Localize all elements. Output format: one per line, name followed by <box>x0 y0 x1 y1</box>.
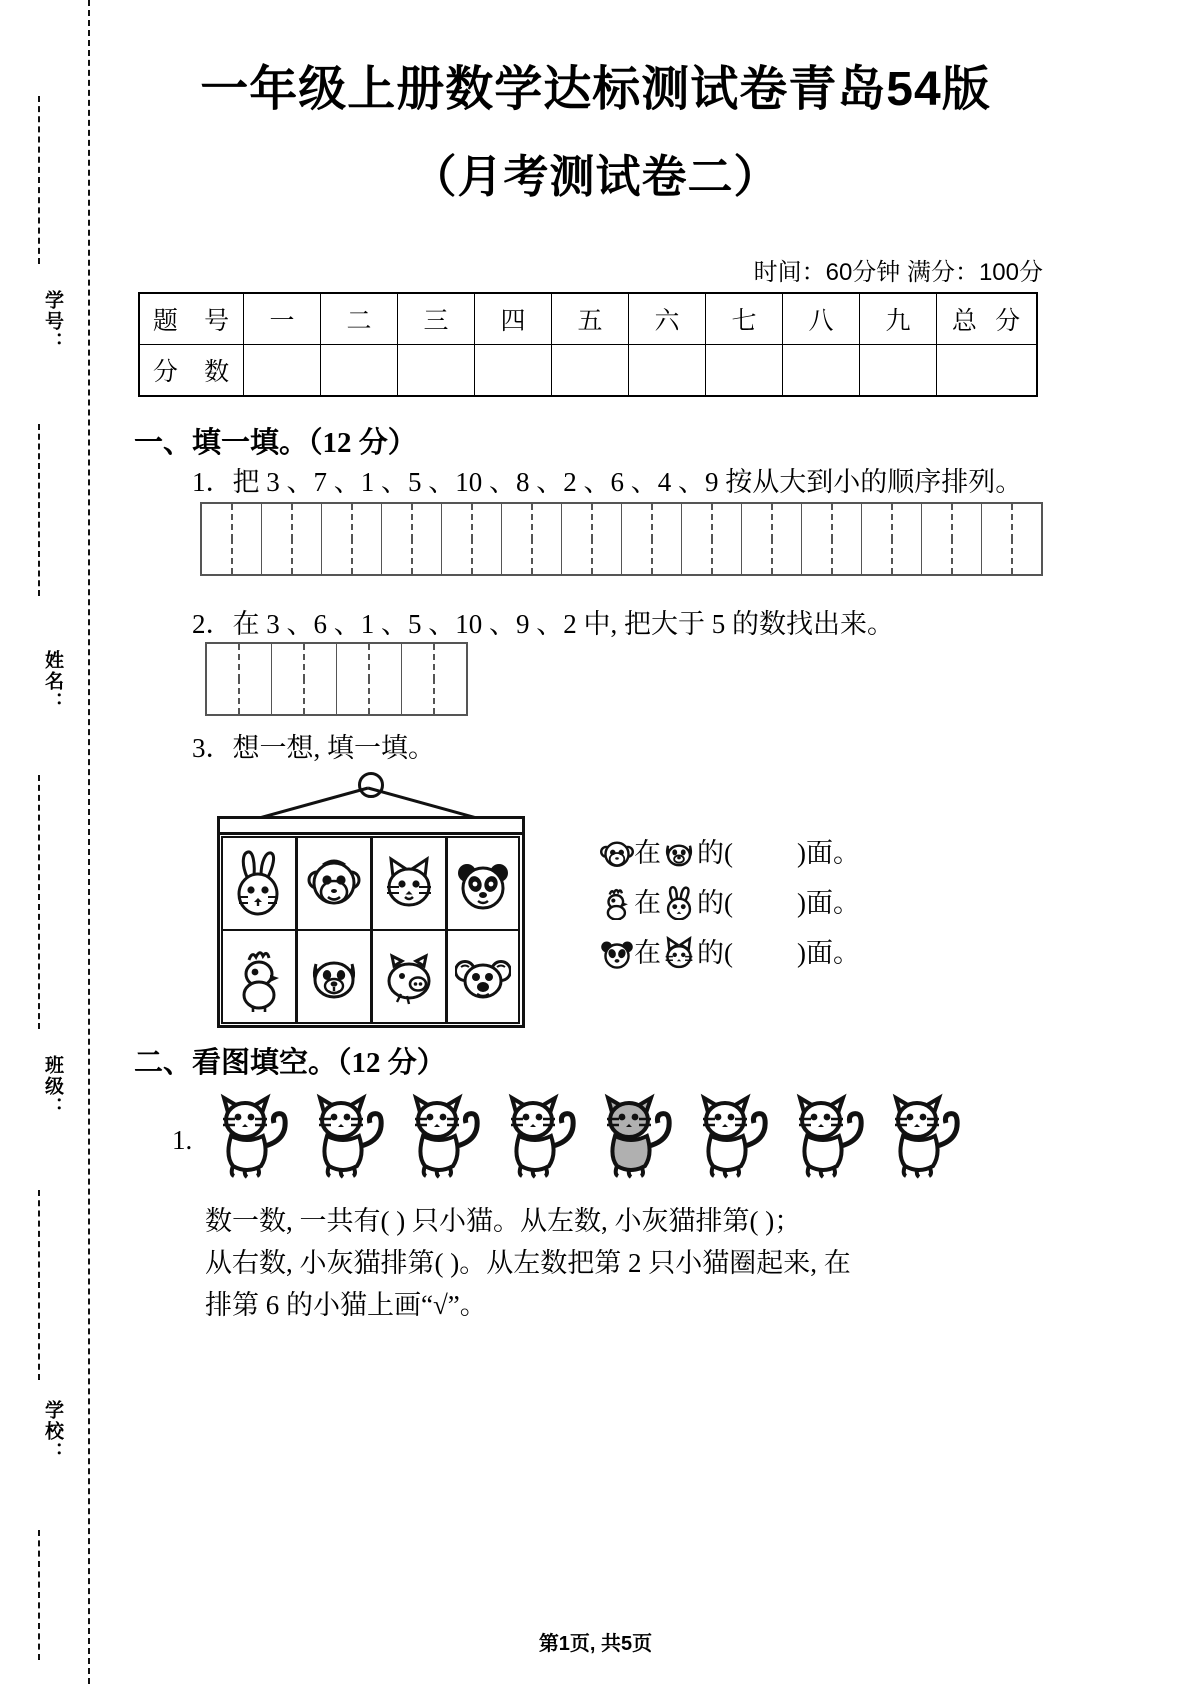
panda-icon <box>455 847 511 921</box>
answer-cell[interactable] <box>442 504 502 540</box>
side-divider-4 <box>38 1190 40 1380</box>
answer-cell[interactable] <box>982 538 1041 574</box>
answer-cell[interactable] <box>402 678 466 714</box>
position-2-de: 的( <box>697 888 733 918</box>
chicken-icon <box>600 886 634 920</box>
answer-cell[interactable] <box>502 538 562 574</box>
position-line-1 <box>600 828 860 878</box>
score-col-8: 八 <box>783 293 860 345</box>
answer-cell[interactable] <box>562 538 622 574</box>
table-row-header <box>139 293 1037 345</box>
score-cell-total[interactable] <box>937 345 1038 397</box>
position-line-2 <box>600 878 860 928</box>
question-2-1-number: 1. <box>172 1125 193 1155</box>
white-cat-figure <box>781 1090 877 1182</box>
answer-cell[interactable] <box>202 504 262 540</box>
dog-icon <box>661 836 697 870</box>
answer-cell[interactable] <box>337 678 402 714</box>
section-1-title: 一、填一填。 <box>134 427 309 459</box>
question-2-1-line2: 从右数, 小灰猫排第( )。从左数把第 2 只小猫圈起来, 在 <box>205 1248 851 1278</box>
section-1-points: （12 分） <box>308 427 417 459</box>
answer-cell[interactable] <box>622 538 682 574</box>
score-col-1: 一 <box>244 293 321 345</box>
answer-cell[interactable] <box>682 538 742 574</box>
chicken-icon <box>231 940 287 1014</box>
answer-cell[interactable] <box>922 538 982 574</box>
gray-cat-figure <box>589 1090 685 1182</box>
position-3-de: 的( <box>697 938 733 968</box>
cabinet-cell-koala <box>446 929 520 1024</box>
cabinet-cell-cat <box>371 836 447 931</box>
position-3-close: )面。 <box>797 938 860 968</box>
rabbit-icon <box>661 886 697 920</box>
animal-cabinet <box>215 772 535 1030</box>
answer-grid-q1-row1[interactable] <box>200 502 1043 542</box>
score-cell-9[interactable] <box>860 345 937 397</box>
panda-icon <box>600 936 634 970</box>
side-label-class: 班级： <box>42 1055 63 1118</box>
answer-cell[interactable] <box>442 538 502 574</box>
score-col-4: 四 <box>475 293 552 345</box>
answer-grid-q2-row1[interactable] <box>205 642 468 682</box>
score-table <box>138 292 1038 397</box>
cat-figure-icon <box>877 1090 973 1182</box>
question-2-1-text <box>205 1200 851 1326</box>
score-cell-8[interactable] <box>783 345 860 397</box>
section-heading-2 <box>134 1040 446 1081</box>
position-1-close: )面。 <box>797 838 860 868</box>
question-1-3-text <box>192 728 435 768</box>
cat-figure-icon <box>493 1090 589 1182</box>
side-divider-3 <box>38 775 40 1029</box>
cat-figure-icon <box>205 1090 301 1182</box>
question-1-2-text <box>192 604 894 644</box>
answer-cell[interactable] <box>262 504 322 540</box>
section-heading-1 <box>134 420 417 461</box>
position-questions <box>600 828 860 978</box>
white-cat-figure <box>397 1090 493 1182</box>
koala-icon <box>455 940 511 1014</box>
answer-cell[interactable] <box>742 504 802 540</box>
score-table-row-label-2: 分 数 <box>139 345 244 397</box>
answer-cell[interactable] <box>202 538 262 574</box>
white-cat-figure <box>685 1090 781 1182</box>
answer-cell[interactable] <box>262 538 322 574</box>
answer-cell[interactable] <box>742 538 802 574</box>
dog-icon <box>306 940 362 1014</box>
section-2-title: 二、看图填空。 <box>134 1047 338 1079</box>
cat-figure-icon <box>301 1090 397 1182</box>
answer-cell[interactable] <box>382 504 442 540</box>
page-subtitle: （月考测试卷二） <box>411 151 780 202</box>
binding-dashed-line <box>88 0 90 1684</box>
question-2-1-line1: 数一数, 一共有( ) 只小猫。从左数, 小灰猫排第( )； <box>205 1206 802 1236</box>
cat-row <box>205 1090 973 1182</box>
position-3-zai: 在 <box>634 938 661 968</box>
answer-cell[interactable] <box>622 504 682 540</box>
question-1-3-number: 3． <box>192 733 233 763</box>
answer-cell[interactable] <box>802 504 862 540</box>
cat-icon <box>661 936 697 970</box>
score-table-row-label: 题 号 <box>139 293 244 345</box>
answer-cell[interactable] <box>502 504 562 540</box>
position-line-3 <box>600 928 860 978</box>
table-row-scores <box>139 345 1037 397</box>
page-title: 一年级上册数学达标测试卷青岛54版 <box>200 63 991 116</box>
score-col-6: 六 <box>629 293 706 345</box>
monkey-icon <box>306 847 362 921</box>
cat-icon <box>381 847 437 921</box>
question-1-2-number: 2． <box>192 609 233 639</box>
answer-cell[interactable] <box>322 504 382 540</box>
score-col-7: 七 <box>706 293 783 345</box>
cabinet-cell-rabbit <box>221 836 297 931</box>
score-cell-2[interactable] <box>321 345 398 397</box>
score-cell-3[interactable] <box>398 345 475 397</box>
score-col-9: 九 <box>860 293 937 345</box>
question-1-1-number: 1． <box>192 467 233 497</box>
question-1-2-body: 在 3 、6 、1 、5 、10 、9 、2 中, 把大于 5 的数找出来。 <box>232 609 894 639</box>
cabinet-cell-chicken <box>221 929 297 1024</box>
answer-cell[interactable] <box>322 538 382 574</box>
cabinet-cell-pig <box>371 929 447 1024</box>
cabinet-cell-monkey <box>296 836 372 931</box>
position-1-zai: 在 <box>634 838 661 868</box>
question-2-1-line3: 排第 6 的小猫上画“√”。 <box>205 1290 487 1320</box>
answer-cell[interactable] <box>272 678 337 714</box>
side-label-school: 学校： <box>42 1400 63 1463</box>
score-cell-1[interactable] <box>244 345 321 397</box>
answer-cell[interactable] <box>272 644 337 680</box>
question-1-1-text <box>192 462 1022 502</box>
score-col-3: 三 <box>398 293 475 345</box>
side-label-name: 姓名： <box>42 650 63 713</box>
score-col-2: 二 <box>321 293 398 345</box>
answer-cell[interactable] <box>862 504 922 540</box>
cabinet-cell-dog <box>296 929 372 1024</box>
position-2-close: )面。 <box>797 888 860 918</box>
position-1-de: 的( <box>697 838 733 868</box>
answer-cell[interactable] <box>337 644 402 680</box>
position-2-zai: 在 <box>634 888 661 918</box>
cat-figure-icon <box>397 1090 493 1182</box>
score-col-5: 五 <box>552 293 629 345</box>
section-2-points: （12 分） <box>337 1047 446 1079</box>
answer-cell[interactable] <box>402 644 466 680</box>
score-cell-7[interactable] <box>706 345 783 397</box>
white-cat-figure <box>877 1090 973 1182</box>
answer-grid-q2-row2[interactable] <box>205 678 468 716</box>
question-1-3-body: 想一想, 填一填。 <box>232 733 435 763</box>
side-label-student-id: 学号： <box>42 290 63 353</box>
rabbit-icon <box>231 847 287 921</box>
answer-cell[interactable] <box>802 538 862 574</box>
answer-cell[interactable] <box>207 644 272 680</box>
student-info-strip <box>0 0 88 1684</box>
white-cat-figure <box>493 1090 589 1182</box>
exam-meta: 时间：60分钟 满分：100分 <box>753 259 1043 286</box>
cat-figure-icon <box>685 1090 781 1182</box>
cat-figure-icon <box>589 1090 685 1182</box>
side-divider-2 <box>38 424 40 596</box>
answer-cell[interactable] <box>922 504 982 540</box>
question-1-1-body: 把 3 、7 、1 、5 、10 、8 、2 、6 、4 、9 按从大到小的顺序排列。 <box>232 467 1023 497</box>
answer-cell[interactable] <box>207 678 272 714</box>
score-cell-4[interactable] <box>475 345 552 397</box>
answer-cell[interactable] <box>682 504 742 540</box>
answer-cell[interactable] <box>382 538 442 574</box>
answer-cell[interactable] <box>862 538 922 574</box>
page-footer: 第1页, 共5页 <box>538 1633 653 1655</box>
answer-cell[interactable] <box>562 504 622 540</box>
pig-icon <box>381 940 437 1014</box>
answer-cell[interactable] <box>982 504 1041 540</box>
score-cell-5[interactable] <box>552 345 629 397</box>
white-cat-figure <box>205 1090 301 1182</box>
cat-figure-icon <box>781 1090 877 1182</box>
answer-grid-q1-row2[interactable] <box>200 538 1043 576</box>
monkey-icon <box>600 836 634 870</box>
score-col-total: 总 分 <box>937 293 1038 345</box>
white-cat-figure <box>301 1090 397 1182</box>
cabinet-cell-panda <box>446 836 520 931</box>
score-cell-6[interactable] <box>629 345 706 397</box>
